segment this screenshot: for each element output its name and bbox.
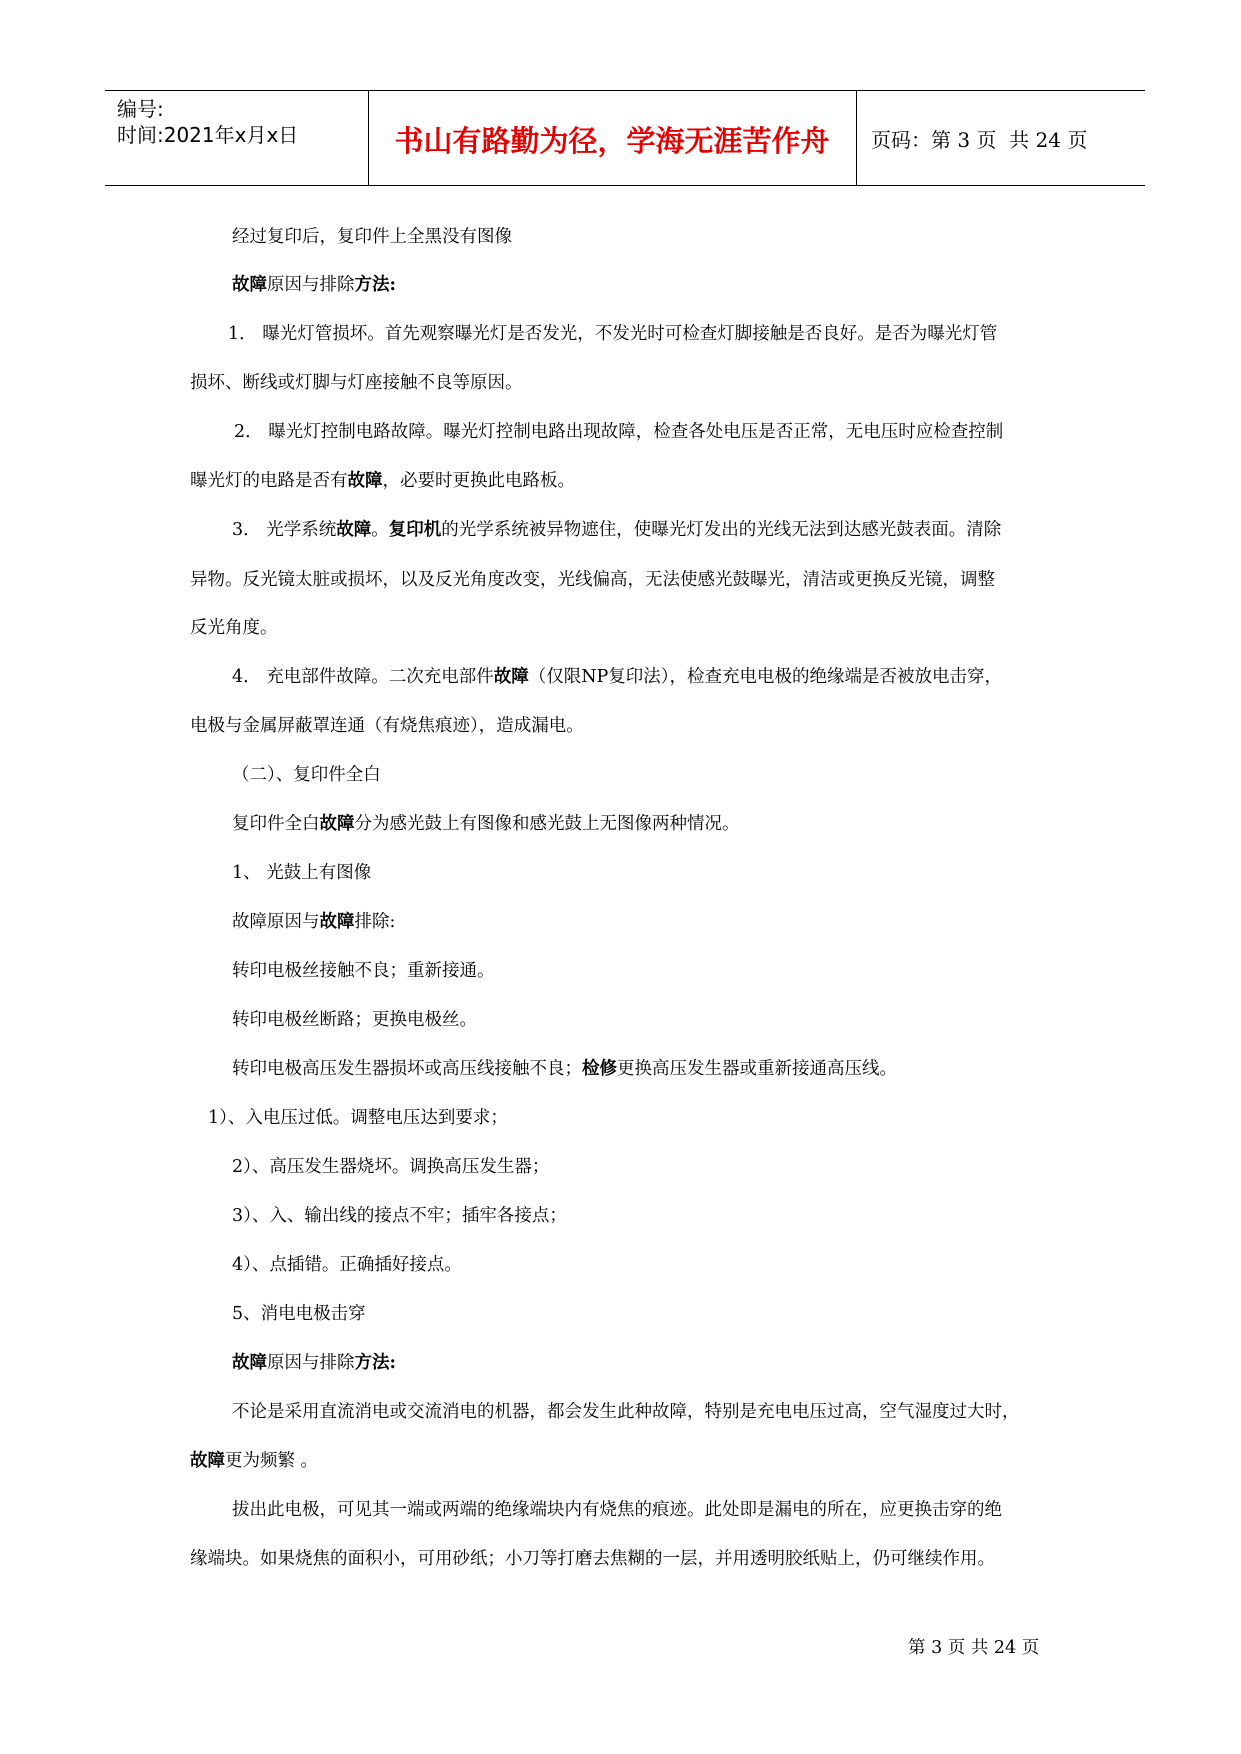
body-line: 曝光灯的电路是否有故障，必要时更换此电路板。	[190, 471, 575, 491]
body-line: 电极与金属屏蔽罩连通（有烧焦痕迹），造成漏电。	[190, 716, 584, 736]
bold-term: 故障	[493, 667, 529, 687]
body-line: 转印电极丝断路；更换电极丝。	[232, 1010, 477, 1030]
bold-term: 故障	[347, 471, 383, 491]
body-line: 5、消电电极击穿	[232, 1304, 366, 1324]
bold-term: 故障	[232, 1353, 267, 1373]
header-left-cell	[105, 91, 369, 185]
body-line: 4）、点插错。正确插好接点。	[232, 1255, 462, 1275]
bold-term: 故障	[319, 912, 355, 932]
motto-text: 书山有路勤为径，学海无涯苦作舟	[394, 124, 830, 158]
header-middle-cell	[368, 91, 857, 185]
page-header	[105, 90, 1145, 186]
body-line: 不论是采用直流消电或交流消电的机器，都会发生此种故障，特别是充电电压过高，空气湿度过大时，	[232, 1402, 1020, 1422]
bold-term: 复印机	[388, 520, 442, 540]
body-line: 2． 曝光灯控制电路故障。曝光灯控制电路出现故障，检查各处电压是否正常，无电压时应检查控制	[234, 422, 1004, 442]
bold-term: 故障	[190, 1451, 225, 1471]
body-line: 缘端块。如果烧焦的面积小，可用砂纸；小刀等打磨去焦糊的一层，并用透明胶纸贴上，仍可继续作用。	[190, 1549, 995, 1569]
body-line: 转印电极高压发生器损坏或高压线接触不良；检修更换高压发生器或重新接通高压线。	[232, 1059, 897, 1079]
body-line: 1、 光鼓上有图像	[232, 863, 372, 883]
body-line: 复印件全白故障分为感光鼓上有图像和感光鼓上无图像两种情况。	[232, 814, 740, 834]
body-line: 3． 光学系统故障。复印机的光学系统被异物遮住，使曝光灯发出的光线无法到达感光鼓表面。清除	[232, 520, 1002, 540]
body-line: 反光角度。	[190, 618, 278, 638]
body-line: 损坏、断线或灯脚与灯座接触不良等原因。	[190, 373, 523, 393]
section-heading: （二）、复印件全白	[232, 765, 381, 785]
body-line: 3）、入、输出线的接点不牢；插牢各接点；	[232, 1206, 567, 1226]
bold-term: 检修	[582, 1059, 617, 1079]
body-line: 经过复印后，复印件上全黑没有图像	[232, 227, 512, 247]
bold-term: 故障	[336, 520, 372, 540]
header-right-cell	[856, 91, 1145, 185]
body-line: 1． 曝光灯管损坏。首先观察曝光灯是否发光，不发光时可检查灯脚接触是否良好。是否为曝光灯管	[228, 324, 998, 344]
body-line: 故障原因与故障排除:	[232, 912, 396, 932]
body-line: 1）、入电压过低。调整电压达到要求；	[208, 1108, 508, 1128]
body-line: 故障更为频繁 。	[190, 1451, 319, 1471]
footer-page-number: 第 3 页 共 24 页	[908, 1638, 1040, 1658]
body-line: 拔出此电极，可见其一端或两端的绝缘端块内有烧焦的痕迹。此处即是漏电的所在，应更换击穿的绝	[232, 1500, 1002, 1520]
bold-term: 方法:	[354, 275, 396, 295]
body-line: 故障原因与排除方法:	[232, 275, 396, 295]
document-time-label: 时间:2021年x月x日	[117, 123, 299, 147]
bold-term: 故障	[232, 275, 267, 295]
body-line: 2）、高压发生器烧坏。调换高压发生器；	[232, 1157, 550, 1177]
body-line: 异物。反光镜太脏或损坏，以及反光角度改变，光线偏高，无法使感光鼓曝光，清洁或更换反光镜，调整	[190, 570, 995, 590]
bold-term: 故障	[319, 814, 355, 834]
body-line: 转印电极丝接触不良；重新接通。	[232, 961, 495, 981]
header-page-number: 页码：第 3 页 共 24 页	[871, 128, 1088, 152]
bold-term: 方法:	[354, 1353, 396, 1373]
body-line: 故障原因与排除方法:	[232, 1353, 396, 1373]
document-number-label: 编号:	[117, 97, 164, 121]
body-line: 4． 充电部件故障。二次充电部件故障（仅限NP复印法），检查充电电极的绝缘端是否被放电击穿，	[232, 667, 1003, 687]
